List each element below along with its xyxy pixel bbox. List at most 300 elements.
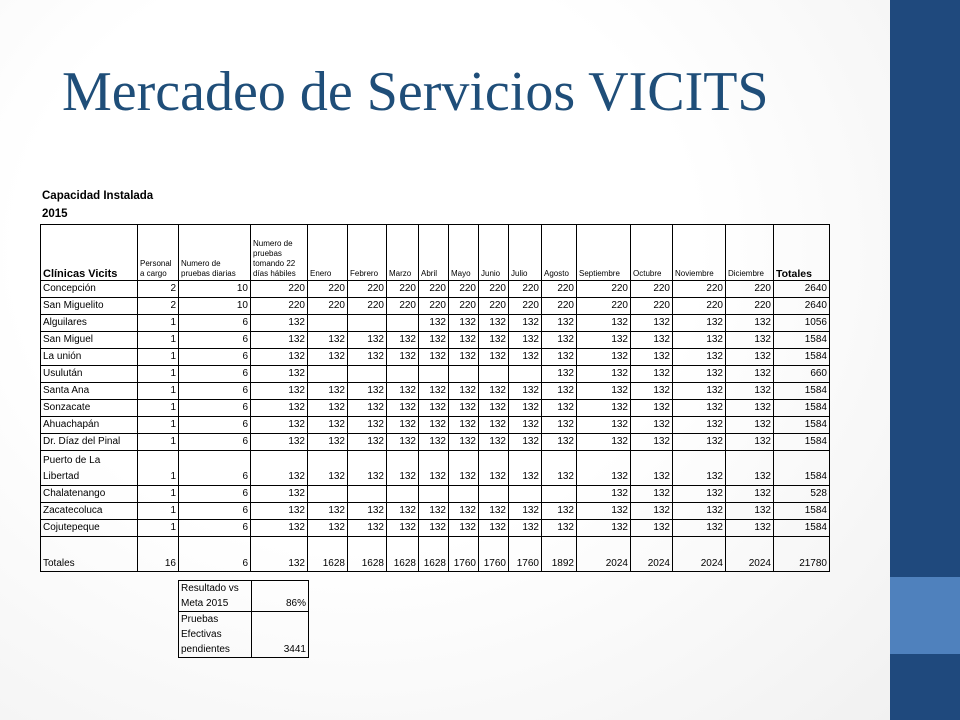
staff-cell: 1 [138, 434, 179, 451]
month-value-cell: 132 [673, 315, 726, 332]
month-value-cell: 220 [449, 298, 479, 315]
month-value-cell [348, 315, 387, 332]
month-value-cell: 132 [479, 434, 509, 451]
daily-tests-cell: 6 [179, 366, 251, 383]
month-value-cell: 132 [449, 383, 479, 400]
grand-total-cell: 21780 [774, 537, 830, 572]
month-value-cell: 132 [387, 503, 419, 520]
month-value-cell: 132 [577, 332, 631, 349]
month-value-cell: 132 [509, 520, 542, 537]
row-total-cell: 1584 [774, 520, 830, 537]
month-value-cell: 132 [577, 383, 631, 400]
month-value-cell: 220 [348, 281, 387, 298]
month-value-cell: 220 [726, 281, 774, 298]
table-row [41, 451, 830, 486]
month-value-cell: 132 [387, 520, 419, 537]
month-value-cell: 132 [542, 503, 577, 520]
daily-tests-cell: 6 [179, 486, 251, 503]
totals-month-cell: 1628 [308, 537, 348, 572]
month-value-cell [348, 366, 387, 383]
month-value-cell: 132 [542, 434, 577, 451]
staff-cell: 1 [138, 315, 179, 332]
header-month: Diciembre [726, 225, 774, 281]
table-row [41, 520, 830, 537]
month-value-cell: 132 [479, 503, 509, 520]
staff-cell: 1 [138, 349, 179, 366]
table-row [41, 315, 830, 332]
month-value-cell: 132 [308, 520, 348, 537]
totals-month-cell: 1628 [348, 537, 387, 572]
month-value-cell: 132 [726, 315, 774, 332]
month-value-cell: 132 [419, 383, 449, 400]
summary-table [178, 580, 309, 658]
month-value-cell: 132 [726, 366, 774, 383]
month-value-cell: 132 [419, 315, 449, 332]
month-value-cell: 132 [348, 503, 387, 520]
month-value-cell [509, 486, 542, 503]
month-value-cell: 132 [631, 349, 673, 366]
month-value-cell: 132 [673, 503, 726, 520]
month-value-cell: 132 [308, 503, 348, 520]
header-month: Mayo [449, 225, 479, 281]
month-value-cell: 132 [509, 503, 542, 520]
month-value-cell: 132 [308, 383, 348, 400]
month-value-cell [542, 486, 577, 503]
row-total-cell: 1584 [774, 434, 830, 451]
pending-value: 3441 [252, 612, 309, 658]
month-value-cell: 132 [419, 417, 449, 434]
table-row [41, 383, 830, 400]
tests-22-days-cell: 132 [251, 417, 308, 434]
month-value-cell: 220 [449, 281, 479, 298]
daily-tests-cell: 6 [179, 451, 251, 486]
header-daily: Numero de pruebas diarias [179, 225, 251, 281]
month-value-cell: 132 [419, 451, 449, 486]
daily-tests-cell: 6 [179, 520, 251, 537]
month-value-cell [449, 366, 479, 383]
staff-cell: 2 [138, 298, 179, 315]
month-value-cell: 132 [449, 332, 479, 349]
header-staff: Personal a cargo [138, 225, 179, 281]
header-month: Junio [479, 225, 509, 281]
totals-month-cell: 2024 [631, 537, 673, 572]
month-value-cell: 132 [348, 400, 387, 417]
month-value-cell [387, 315, 419, 332]
tests-22-days-cell: 132 [251, 383, 308, 400]
row-total-cell: 1056 [774, 315, 830, 332]
month-value-cell: 132 [308, 349, 348, 366]
month-value-cell: 132 [479, 400, 509, 417]
clinic-name-cell: Usulután [41, 366, 138, 383]
tests-22-days-cell: 132 [251, 349, 308, 366]
month-value-cell: 132 [577, 451, 631, 486]
month-value-cell: 132 [308, 400, 348, 417]
month-value-cell: 132 [419, 434, 449, 451]
clinic-name-cell: Chalatenango [41, 486, 138, 503]
month-value-cell: 132 [726, 417, 774, 434]
totals-month-cell: 1760 [509, 537, 542, 572]
month-value-cell: 132 [542, 315, 577, 332]
header-month: Febrero [348, 225, 387, 281]
month-value-cell: 132 [387, 332, 419, 349]
tests-22-days-cell: 132 [251, 315, 308, 332]
row-total-cell: 2640 [774, 281, 830, 298]
month-value-cell [308, 315, 348, 332]
month-value-cell: 132 [509, 315, 542, 332]
header-total: Totales [774, 225, 830, 281]
table-row [41, 298, 830, 315]
pending-label: Pruebas Efectivas pendientes [179, 612, 252, 658]
month-value-cell: 132 [449, 349, 479, 366]
month-value-cell: 132 [387, 400, 419, 417]
month-value-cell [479, 486, 509, 503]
month-value-cell: 132 [673, 349, 726, 366]
month-value-cell: 132 [479, 383, 509, 400]
month-value-cell: 132 [348, 332, 387, 349]
tests-22-days-cell: 220 [251, 298, 308, 315]
result-value: 86% [252, 581, 309, 612]
month-value-cell: 132 [726, 400, 774, 417]
table-header-row [41, 225, 830, 281]
month-value-cell: 132 [419, 332, 449, 349]
row-total-cell: 1584 [774, 349, 830, 366]
month-value-cell: 132 [348, 417, 387, 434]
month-value-cell: 132 [631, 366, 673, 383]
table-heading: Capacidad Instalada [42, 190, 154, 202]
month-value-cell: 220 [542, 298, 577, 315]
row-total-cell: 1584 [774, 383, 830, 400]
month-value-cell: 132 [542, 366, 577, 383]
month-value-cell: 220 [419, 281, 449, 298]
month-value-cell: 220 [387, 281, 419, 298]
month-value-cell: 132 [308, 417, 348, 434]
table-row [41, 434, 830, 451]
month-value-cell: 132 [542, 332, 577, 349]
totals-staff-cell: 16 [138, 537, 179, 572]
row-total-cell: 1584 [774, 332, 830, 349]
header-clinic: Clínicas Vicits [41, 225, 138, 281]
month-value-cell [419, 486, 449, 503]
month-value-cell: 132 [726, 434, 774, 451]
month-value-cell: 132 [308, 434, 348, 451]
totals-month-cell: 2024 [577, 537, 631, 572]
staff-cell: 2 [138, 281, 179, 298]
month-value-cell [308, 366, 348, 383]
tests-22-days-cell: 132 [251, 520, 308, 537]
totals-row [41, 537, 830, 572]
daily-tests-cell: 6 [179, 349, 251, 366]
month-value-cell: 132 [577, 417, 631, 434]
month-value-cell: 220 [726, 298, 774, 315]
staff-cell: 1 [138, 417, 179, 434]
totals-month-cell: 1892 [542, 537, 577, 572]
month-value-cell: 132 [726, 332, 774, 349]
daily-tests-cell: 6 [179, 315, 251, 332]
totals-22-days-cell: 132 [251, 537, 308, 572]
row-total-cell: 1584 [774, 451, 830, 486]
table-row [41, 332, 830, 349]
staff-cell: 1 [138, 503, 179, 520]
month-value-cell: 132 [577, 520, 631, 537]
month-value-cell: 220 [308, 281, 348, 298]
month-value-cell: 132 [577, 486, 631, 503]
month-value-cell: 132 [387, 417, 419, 434]
table-row [41, 400, 830, 417]
clinic-name-cell: San Miguel [41, 332, 138, 349]
header-month: Octubre [631, 225, 673, 281]
month-value-cell [509, 366, 542, 383]
header-month: Julio [509, 225, 542, 281]
daily-tests-cell: 10 [179, 281, 251, 298]
month-value-cell: 132 [726, 451, 774, 486]
month-value-cell: 132 [577, 503, 631, 520]
month-value-cell: 132 [631, 417, 673, 434]
row-total-cell: 660 [774, 366, 830, 383]
month-value-cell: 132 [509, 349, 542, 366]
staff-cell: 1 [138, 486, 179, 503]
header-month: Septiembre [577, 225, 631, 281]
month-value-cell: 220 [673, 281, 726, 298]
month-value-cell: 132 [449, 520, 479, 537]
table-row [41, 366, 830, 383]
month-value-cell: 132 [348, 520, 387, 537]
month-value-cell: 132 [631, 451, 673, 486]
month-value-cell: 132 [726, 383, 774, 400]
month-value-cell: 132 [542, 400, 577, 417]
daily-tests-cell: 6 [179, 417, 251, 434]
month-value-cell: 132 [509, 434, 542, 451]
month-value-cell: 132 [509, 417, 542, 434]
month-value-cell: 132 [348, 349, 387, 366]
month-value-cell: 132 [419, 349, 449, 366]
month-value-cell: 132 [348, 451, 387, 486]
clinic-name-cell: Zacatecoluca [41, 503, 138, 520]
clinic-name-cell: Concepción [41, 281, 138, 298]
row-total-cell: 1584 [774, 400, 830, 417]
staff-cell: 1 [138, 332, 179, 349]
clinic-name-cell: San Miguelito [41, 298, 138, 315]
tests-22-days-cell: 132 [251, 400, 308, 417]
month-value-cell: 132 [479, 332, 509, 349]
tests-22-days-cell: 132 [251, 366, 308, 383]
month-value-cell: 132 [449, 400, 479, 417]
month-value-cell: 132 [308, 332, 348, 349]
tests-22-days-cell: 132 [251, 486, 308, 503]
slide-title: Mercadeo de Servicios VICITS [62, 61, 769, 123]
month-value-cell: 220 [509, 281, 542, 298]
tests-22-days-cell: 220 [251, 281, 308, 298]
month-value-cell: 132 [631, 434, 673, 451]
month-value-cell: 132 [348, 434, 387, 451]
month-value-cell [479, 366, 509, 383]
daily-tests-cell: 6 [179, 383, 251, 400]
month-value-cell: 132 [479, 315, 509, 332]
staff-cell: 1 [138, 451, 179, 486]
month-value-cell: 132 [673, 486, 726, 503]
month-value-cell: 132 [726, 520, 774, 537]
result-label: Resultado vs Meta 2015 [179, 581, 252, 612]
totals-label-cell: Totales [41, 537, 138, 572]
month-value-cell [348, 486, 387, 503]
month-value-cell: 220 [631, 298, 673, 315]
month-value-cell: 132 [542, 349, 577, 366]
month-value-cell: 132 [673, 417, 726, 434]
month-value-cell: 132 [449, 451, 479, 486]
month-value-cell: 132 [479, 520, 509, 537]
table-row [41, 281, 830, 298]
table-row [41, 503, 830, 520]
month-value-cell: 132 [348, 383, 387, 400]
month-value-cell: 132 [631, 520, 673, 537]
header-month: Abril [419, 225, 449, 281]
month-value-cell: 132 [577, 400, 631, 417]
month-value-cell: 132 [387, 349, 419, 366]
header-month: Marzo [387, 225, 419, 281]
month-value-cell: 220 [419, 298, 449, 315]
month-value-cell: 220 [479, 298, 509, 315]
month-value-cell: 132 [387, 451, 419, 486]
month-value-cell [449, 486, 479, 503]
month-value-cell: 132 [673, 366, 726, 383]
month-value-cell: 132 [509, 400, 542, 417]
totals-month-cell: 1628 [387, 537, 419, 572]
month-value-cell: 132 [449, 503, 479, 520]
totals-daily-cell: 6 [179, 537, 251, 572]
month-value-cell: 132 [419, 503, 449, 520]
month-value-cell: 132 [542, 383, 577, 400]
staff-cell: 1 [138, 366, 179, 383]
row-total-cell: 2640 [774, 298, 830, 315]
month-value-cell: 132 [479, 451, 509, 486]
month-value-cell: 132 [542, 451, 577, 486]
totals-month-cell: 1760 [449, 537, 479, 572]
month-value-cell: 132 [673, 400, 726, 417]
month-value-cell: 132 [509, 332, 542, 349]
month-value-cell: 220 [308, 298, 348, 315]
table-year: 2015 [42, 208, 68, 220]
month-value-cell: 132 [509, 383, 542, 400]
capacity-table [40, 224, 830, 572]
header-22-days: Numero de pruebas tomando 22 días hábiles [251, 225, 308, 281]
clinic-name-cell: Dr. Díaz del Pinal [41, 434, 138, 451]
sidebar-accent-light [890, 577, 960, 654]
daily-tests-cell: 6 [179, 332, 251, 349]
month-value-cell: 132 [419, 520, 449, 537]
staff-cell: 1 [138, 520, 179, 537]
month-value-cell: 132 [726, 503, 774, 520]
month-value-cell: 132 [449, 434, 479, 451]
totals-month-cell: 1628 [419, 537, 449, 572]
tests-22-days-cell: 132 [251, 434, 308, 451]
totals-month-cell: 1760 [479, 537, 509, 572]
tests-22-days-cell: 132 [251, 451, 308, 486]
daily-tests-cell: 10 [179, 298, 251, 315]
month-value-cell: 132 [673, 434, 726, 451]
month-value-cell: 132 [631, 332, 673, 349]
month-value-cell [387, 366, 419, 383]
month-value-cell: 132 [631, 503, 673, 520]
month-value-cell: 132 [726, 349, 774, 366]
month-value-cell: 220 [673, 298, 726, 315]
summary-row-result [179, 581, 309, 612]
month-value-cell: 132 [308, 451, 348, 486]
month-value-cell: 132 [509, 451, 542, 486]
month-value-cell: 220 [542, 281, 577, 298]
month-value-cell: 220 [577, 298, 631, 315]
tests-22-days-cell: 132 [251, 503, 308, 520]
header-month: Agosto [542, 225, 577, 281]
month-value-cell: 220 [509, 298, 542, 315]
month-value-cell: 132 [673, 451, 726, 486]
month-value-cell: 132 [577, 315, 631, 332]
clinic-name-cell: Santa Ana [41, 383, 138, 400]
month-value-cell: 220 [479, 281, 509, 298]
month-value-cell: 132 [673, 332, 726, 349]
table-row [41, 486, 830, 503]
row-total-cell: 1584 [774, 503, 830, 520]
month-value-cell: 132 [479, 417, 509, 434]
month-value-cell: 132 [631, 383, 673, 400]
summary-row-pending [179, 612, 309, 658]
clinic-name-cell: La unión [41, 349, 138, 366]
month-value-cell [387, 486, 419, 503]
month-value-cell: 220 [577, 281, 631, 298]
month-value-cell: 132 [673, 383, 726, 400]
row-total-cell: 528 [774, 486, 830, 503]
month-value-cell: 132 [387, 434, 419, 451]
row-total-cell: 1584 [774, 417, 830, 434]
clinic-name-cell: Ahuachapán [41, 417, 138, 434]
clinic-name-cell: Cojutepeque [41, 520, 138, 537]
staff-cell: 1 [138, 383, 179, 400]
month-value-cell: 132 [479, 349, 509, 366]
month-value-cell: 132 [542, 520, 577, 537]
header-month: Enero [308, 225, 348, 281]
header-month: Noviembre [673, 225, 726, 281]
clinic-name-cell: Sonzacate [41, 400, 138, 417]
month-value-cell: 132 [449, 315, 479, 332]
table-row [41, 349, 830, 366]
month-value-cell: 132 [449, 417, 479, 434]
table-row [41, 417, 830, 434]
month-value-cell: 132 [577, 349, 631, 366]
totals-month-cell: 2024 [673, 537, 726, 572]
clinic-name-cell: Puerto de La Libertad [41, 451, 138, 486]
staff-cell: 1 [138, 400, 179, 417]
totals-month-cell: 2024 [726, 537, 774, 572]
clinic-name-cell: Alguilares [41, 315, 138, 332]
month-value-cell: 132 [542, 417, 577, 434]
daily-tests-cell: 6 [179, 434, 251, 451]
tests-22-days-cell: 132 [251, 332, 308, 349]
month-value-cell: 132 [673, 520, 726, 537]
month-value-cell [308, 486, 348, 503]
month-value-cell: 132 [631, 486, 673, 503]
month-value-cell [419, 366, 449, 383]
month-value-cell: 132 [387, 383, 419, 400]
month-value-cell: 132 [577, 434, 631, 451]
daily-tests-cell: 6 [179, 400, 251, 417]
month-value-cell: 220 [387, 298, 419, 315]
daily-tests-cell: 6 [179, 503, 251, 520]
month-value-cell: 132 [419, 400, 449, 417]
month-value-cell: 132 [577, 366, 631, 383]
month-value-cell: 132 [631, 315, 673, 332]
month-value-cell: 132 [631, 400, 673, 417]
month-value-cell: 132 [726, 486, 774, 503]
month-value-cell: 220 [631, 281, 673, 298]
month-value-cell: 220 [348, 298, 387, 315]
